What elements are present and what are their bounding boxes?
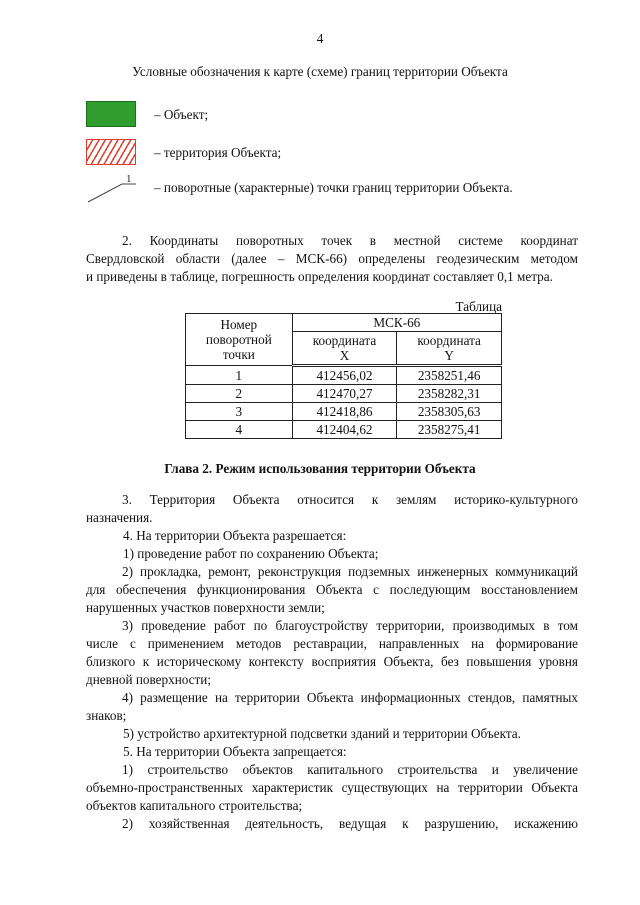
turning-point-icon [86, 172, 142, 206]
paragraph-3-line2: назначения. [86, 510, 153, 525]
paragraph-5-1-line1: 1) строительство объектов капитального строительства и увеличение [122, 762, 578, 777]
paragraph-4: 4. На территории Объекта разрешается: [123, 528, 347, 543]
paragraph-4-4-line1: 4) размещение на территории Объекта информационных стендов, памятных [122, 690, 578, 705]
paragraph-4-3-line3: близкого к историческому контексту восприятия Объекта, без повышения уровня [86, 654, 578, 669]
cell-x: 412404,62 [292, 421, 397, 439]
legend-item-object [86, 101, 606, 131]
paragraph-5: 5. На территории Объекта запрещается: [123, 744, 347, 759]
section2-line3: и приведены в таблице, погрешность определения координат составляет 0,1 метра. [86, 269, 553, 284]
table-row [186, 385, 502, 403]
cell-y: 2358275,41 [397, 421, 502, 439]
paragraph-5-1-line3: объектов капитального строительства; [86, 798, 303, 813]
header-coord-x: координата X [292, 332, 397, 366]
paragraph-5-1-line2: объемно-пространственных характеристик существующих на территории Объекта [86, 780, 578, 795]
legend-item-turning-points [86, 172, 606, 202]
paragraph-4-2-line1: 2) прокладка, ремонт, реконструкция подземных инженерных коммуникаций [122, 564, 578, 579]
legend-item-territory [86, 139, 606, 169]
section2-line2: Свердловской области (далее – МСК-66) определены геодезическим методом [86, 251, 578, 266]
paragraph-4-3-line4: дневной поверхности; [86, 672, 212, 687]
paragraph-4-1: 1) проведение работ по сохранению Объекта; [123, 546, 379, 561]
cell-point: 1 [186, 366, 293, 385]
legend-item-label: – территория Объекта; [154, 145, 282, 160]
paragraph-4-3-line1: 3) проведение работ по благоустройству территории, производимых в том [122, 618, 578, 633]
legend-title: Условные обозначения к карте (схеме) границ территории Объекта [132, 64, 508, 79]
chapter-title: Глава 2. Режим использования территории Объекта [164, 461, 476, 476]
cell-x: 412418,86 [292, 403, 397, 421]
paragraph-4-4-line2: знаков; [86, 708, 127, 723]
coordinates-table [185, 313, 502, 439]
cell-point: 2 [186, 385, 293, 403]
legend-item-label: – Объект; [154, 107, 209, 122]
cell-point: 3 [186, 403, 293, 421]
page-number: 4 [316, 31, 324, 46]
territory-hatch-icon [86, 139, 136, 165]
header-coord-y: координата Y [397, 332, 502, 366]
section2-line1: 2. Координаты поворотных точек в местной системе координат [122, 233, 578, 248]
header-point-number: Номер поворотной точки [186, 314, 293, 366]
cell-y: 2358305,63 [397, 403, 502, 421]
paragraph-4-2-line2: для обеспечения функционирования Объекта с последующим восстановлением [86, 582, 578, 597]
paragraph-4-5: 5) устройство архитектурной подсветки зданий и территории Объекта. [123, 726, 521, 741]
cell-y: 2358251,46 [397, 366, 502, 385]
cell-x: 412470,27 [292, 385, 397, 403]
table-label: Таблица [455, 299, 502, 314]
paragraph-5-2-line1: 2) хозяйственная деятельность, ведущая к разрушению, искажению [122, 816, 578, 831]
cell-y: 2358282,31 [397, 385, 502, 403]
table-row [186, 366, 502, 385]
paragraph-4-3-line2: числе с применением методов реставрации, направленных на формирование [86, 636, 578, 651]
cell-x: 412456,02 [292, 366, 397, 385]
legend-item-label: – поворотные (характерные) точки границ территории Объекта. [154, 180, 513, 195]
table-row [186, 421, 502, 439]
turning-point-marker: 1 [126, 173, 132, 185]
table-row [186, 403, 502, 421]
header-coordinate-system: МСК-66 [292, 314, 501, 332]
paragraph-4-2-line3: нарушенных участков поверхности земли; [86, 600, 325, 615]
object-swatch-icon [86, 101, 136, 127]
cell-point: 4 [186, 421, 293, 439]
paragraph-3-line1: 3. Территория Объекта относится к землям историко-культурного [122, 492, 578, 507]
